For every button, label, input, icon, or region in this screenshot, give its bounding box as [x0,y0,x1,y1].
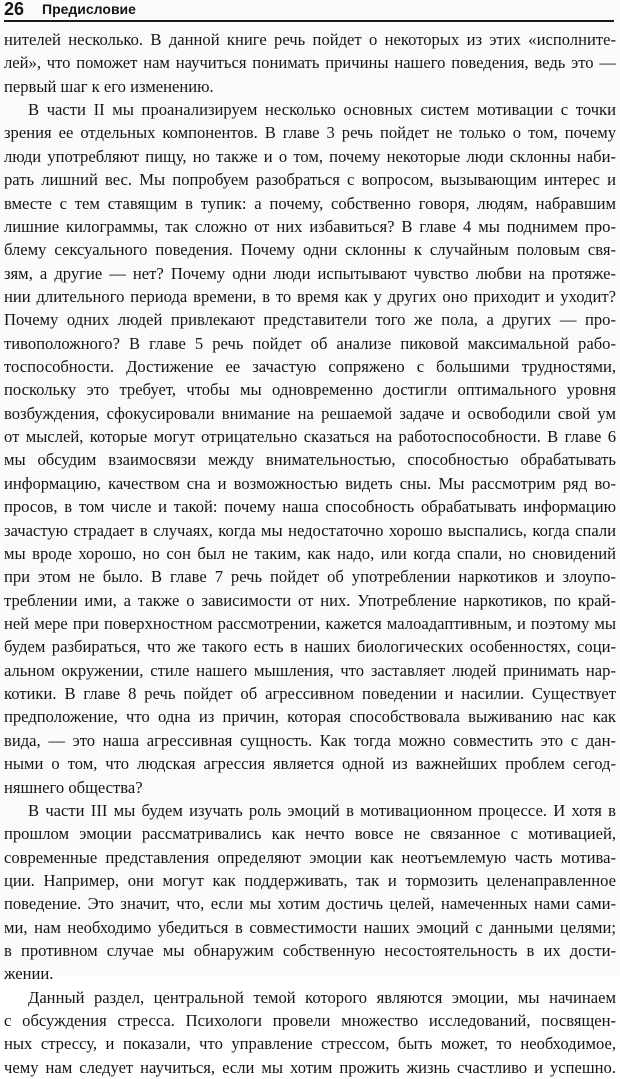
text-line: будем разбираться, что же такого есть в наших биологических особенностях, соци- [4,637,616,657]
text-line: при этом не было. В главе 7 речь пойдет об употреблении наркотиков и злоупо- [4,567,616,587]
text-line: зям, а другие — нет? Почему одни люди испытывают чувство любви на протяже- [4,263,616,283]
text-line: от мыслей, которые могут отрицательно сказаться на работоспособности. В главе 6 [4,427,616,447]
text-line: нителей несколько. В данной книге речь пойдет о некоторых из этих «исполните- [4,30,616,49]
text-line: мы обсудим взаимосвязи между внимательностью, способностью обрабатывать [4,450,616,470]
text-line: нии длительного периода времени, в то время как у других оно приходит и уходит? [4,286,616,306]
text-line: ции. Например, они могут как поддерживать, так и тормозить целенаправленное [4,870,616,890]
text-line: треблении ими, а также о зависимости от них. Употребление наркотиков, по край- [4,590,616,610]
text-line: ней мере при поверхностном рассмотрении, кажется малоадаптивным, и поэтому мы [4,613,616,633]
text-line: Почему одних людей привлекают представители того же пола, а других — про- [4,310,616,330]
running-header [4,0,614,22]
text-line: В части III мы будем изучать роль эмоций в мотивационном процессе. И хотя в [28,800,616,820]
text-line: прошлом эмоции рассматривались как нечто вовсе не связанное с мотивацией, [4,824,616,844]
text-line: лишние килограммы, так сложно от них избавиться? В главе 4 мы поднимем про- [4,216,616,236]
text-line: в противном случае мы обнаружим собственную несостоятельность в их дости- [4,941,616,961]
text-line: няшнего общества? [4,777,143,797]
text-line: вместе с тем ставящим в тупик: а почему, собственно говоря, людям, набравшим [4,193,616,213]
text-line: поведение. Это значит, что, если мы хотим достичь целей, намеченных нами сами- [4,894,616,914]
text-line: Данный раздел, центральной темой которого являются эмоции, мы начинаем [28,987,616,1007]
text-line: поскольку это требует, чтобы мы одновременно достигли оптимального уровня [4,380,616,400]
text-line: рать лишний вес. Мы попробуем разобраться с вопросом, вызывающим интерес и [4,170,616,190]
page-number: 26 [4,0,25,19]
text-line: жении. [4,964,54,984]
text-line: возбуждения, сфокусировали внимание на решаемой задаче и освободили свой ум [4,403,616,423]
text-line: котики. В главе 8 речь пойдет об агрессивном поведении и насилии. Существует [4,684,616,704]
text-line: блему сексуального поведения. Почему одни склонны к случайным половым свя- [4,240,616,260]
text-line: лей», что поможет нам научиться понимать причины нашего поведения, ведь это — [4,53,616,73]
text-line: тоспособности. Достижение ее зачастую сопряжено с большими трудностями, [4,357,616,377]
text-line: ных стрессу, и показали, что управление стрессом, быть может, то необходимое, [4,1034,616,1054]
text-line: с обсуждения стресса. Психологи провели множество исследований, посвящен- [4,1011,616,1031]
section-title: Предисловие [42,1,136,17]
body-text [4,28,616,1079]
text-line: вида, — это наша агрессивная сущность. Как тогда можно совместить это с дан- [4,730,616,750]
text-line: В части II мы проанализируем несколько основных систем мотивации с точки [28,100,616,120]
text-line: первый шаг к его изменению. [4,76,214,96]
text-line: люди употребляют пищу, но также и о том, почему некоторые люди склонны наби- [4,146,616,166]
text-line: зачастую страдает в случаях, когда мы недостаточно хорошо выспались, когда спали [4,520,616,540]
text-line: мы вроде хорошо, но сон был не таким, как надо, или когда спали, но сновидений [4,543,616,563]
text-line: просов, в том числе и такой: почему наша способность обрабатывать информацию [4,497,616,517]
text-line: ми, нам необходимо убедиться в совместимости наших эмоций с данными целями; [4,917,616,937]
text-line: ными о том, что людская агрессия является одной из важнейших проблем сегод- [4,754,616,774]
text-line: тивоположного? В главе 5 речь пойдет об анализе пиковой максимальной рабо- [4,333,616,353]
text-line: современные представления определяют эмоции как неотъемлемую часть мотива- [4,847,616,867]
text-line: информацию, качеством сна и возможностью видеть сны. Мы рассмотрим ряд во- [4,473,616,493]
text-line: предположение, что одна из причин, которая способствовала выживанию нас как [4,707,616,727]
text-line: альном окружении, стиле нашего мышления, что заставляет людей принимать нар- [4,660,616,680]
text-line: чему нам следует научиться, если мы хотим прожить жизнь счастливо и успешно. [4,1057,616,1077]
text-line: зрения ее отдельных компонентов. В главе 3 речь пойдет не только о том, почему [4,123,616,143]
